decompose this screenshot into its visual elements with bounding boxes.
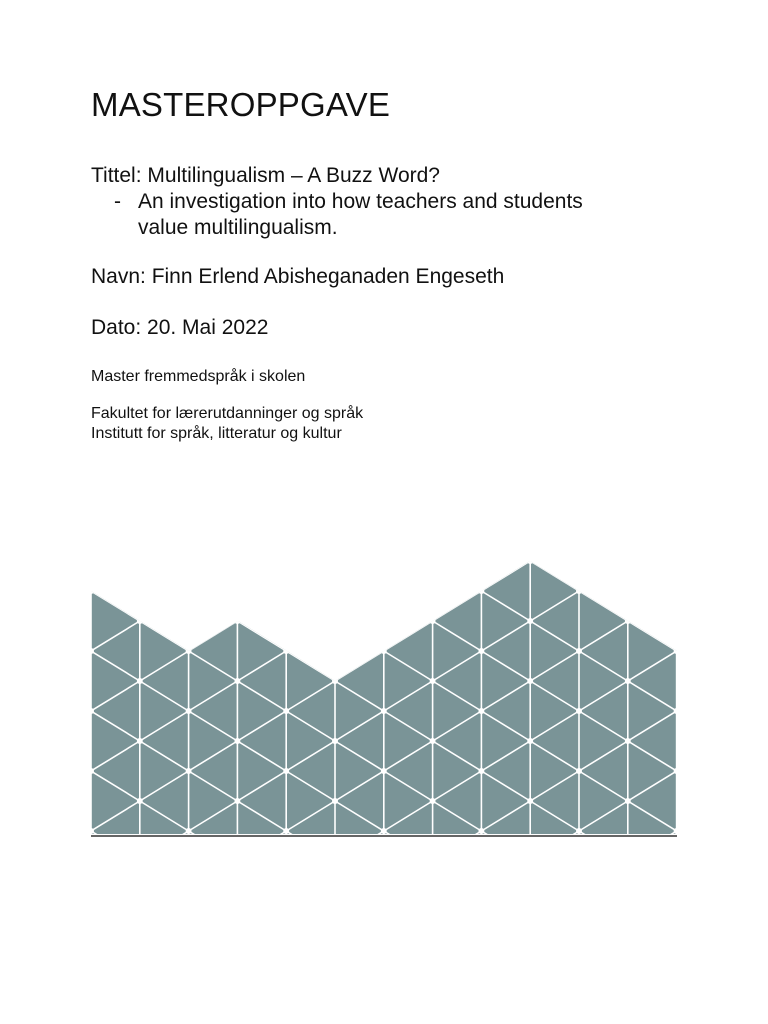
lattice-node xyxy=(430,558,436,564)
lattice-line xyxy=(628,861,677,891)
lattice-line xyxy=(628,561,677,591)
lattice-line xyxy=(286,591,335,621)
lattice-node xyxy=(430,738,436,744)
lattice-node xyxy=(283,888,289,894)
lattice-node xyxy=(430,678,436,684)
lattice-node xyxy=(332,678,338,684)
lattice-line xyxy=(384,531,433,561)
lattice-line xyxy=(433,561,482,591)
lattice-line xyxy=(579,861,628,891)
lattice-node xyxy=(527,738,533,744)
lattice-line xyxy=(481,891,530,921)
lattice-line xyxy=(579,531,628,561)
lattice-line xyxy=(384,501,433,531)
lattice-node xyxy=(234,558,240,564)
lattice-node xyxy=(283,588,289,594)
lattice-line xyxy=(384,861,433,891)
lattice-line xyxy=(189,591,238,621)
lattice-line xyxy=(481,861,530,891)
lattice-node xyxy=(625,618,631,624)
lattice-node xyxy=(381,888,387,894)
lattice-node xyxy=(234,798,240,804)
lattice-node xyxy=(478,888,484,894)
lattice-node xyxy=(88,588,94,594)
lattice-line xyxy=(433,531,482,561)
lattice-node xyxy=(674,768,680,774)
lattice-line xyxy=(189,531,238,561)
lattice-line xyxy=(140,561,189,591)
lattice-node xyxy=(332,738,338,744)
lattice-node xyxy=(137,678,143,684)
lattice-line xyxy=(237,531,286,561)
lattice-node xyxy=(137,558,143,564)
lattice-node xyxy=(186,708,192,714)
lattice-node xyxy=(576,828,582,834)
lattice-line xyxy=(91,891,140,921)
lattice-line xyxy=(189,561,238,591)
faculty-name: Fakultet for lærerutdanninger og språk xyxy=(91,405,364,422)
lattice-node xyxy=(332,618,338,624)
lattice-node xyxy=(625,678,631,684)
lattice-line xyxy=(335,591,384,621)
lattice-line xyxy=(91,531,140,561)
lattice-node xyxy=(186,828,192,834)
lattice-line xyxy=(530,861,579,891)
lattice-line xyxy=(335,531,384,561)
lattice-node xyxy=(381,588,387,594)
lattice-node xyxy=(283,768,289,774)
lattice-node xyxy=(332,858,338,864)
lattice-node xyxy=(381,768,387,774)
lattice-node xyxy=(234,858,240,864)
lattice-line xyxy=(91,561,140,591)
lattice-line xyxy=(481,531,530,561)
lattice-node xyxy=(381,708,387,714)
lattice-node xyxy=(137,618,143,624)
lattice-node xyxy=(674,648,680,654)
lattice-node xyxy=(381,828,387,834)
lattice-node xyxy=(137,858,143,864)
lattice-line xyxy=(286,891,335,921)
lattice-node xyxy=(576,528,582,534)
submission-date: Dato: 20. Mai 2022 xyxy=(91,316,269,339)
lattice-node xyxy=(430,798,436,804)
lattice-node xyxy=(478,828,484,834)
lattice-line xyxy=(384,891,433,921)
lattice-line xyxy=(530,531,579,561)
lattice-node xyxy=(88,888,94,894)
lattice-node xyxy=(381,528,387,534)
lattice-line xyxy=(140,591,189,621)
lattice-line xyxy=(237,561,286,591)
lattice-line xyxy=(286,561,335,591)
subtitle-dash: - xyxy=(114,190,121,213)
lattice-node xyxy=(283,528,289,534)
lattice-line xyxy=(286,861,335,891)
lattice-node xyxy=(625,858,631,864)
lattice-node xyxy=(186,888,192,894)
lattice-line xyxy=(286,621,335,651)
lattice-node xyxy=(527,678,533,684)
lattice-line xyxy=(286,501,335,531)
lattice-node xyxy=(430,618,436,624)
lattice-node xyxy=(625,558,631,564)
lattice-line xyxy=(140,861,189,891)
lattice-node xyxy=(283,648,289,654)
lattice-node xyxy=(478,768,484,774)
lattice-line xyxy=(91,501,140,531)
lattice-line xyxy=(335,861,384,891)
program-name: Master fremmedspråk i skolen xyxy=(91,368,306,385)
thesis-title: Tittel: Multilingualism – A Buzz Word? xyxy=(91,164,440,187)
lattice-node xyxy=(674,708,680,714)
lattice-node xyxy=(625,798,631,804)
lattice-line xyxy=(628,531,677,561)
lattice-node xyxy=(527,858,533,864)
lattice-node xyxy=(381,648,387,654)
lattice-line xyxy=(91,861,140,891)
document-heading: MASTEROPPGAVE xyxy=(91,86,391,123)
lattice-node xyxy=(283,708,289,714)
lattice-node xyxy=(674,828,680,834)
lattice-line xyxy=(481,501,530,531)
author-name: Navn: Finn Erlend Abisheganaden Engeseth xyxy=(91,265,505,288)
lattice-line xyxy=(189,501,238,531)
lattice-line xyxy=(579,561,628,591)
lattice-line xyxy=(237,861,286,891)
lattice-node xyxy=(234,618,240,624)
lattice-node xyxy=(234,738,240,744)
lattice-node xyxy=(430,858,436,864)
lattice-line xyxy=(286,531,335,561)
lattice-node xyxy=(478,648,484,654)
lattice-node xyxy=(674,528,680,534)
lattice-node xyxy=(88,768,94,774)
lattice-line xyxy=(237,591,286,621)
lattice-node xyxy=(186,768,192,774)
lattice-line xyxy=(335,561,384,591)
lattice-line xyxy=(189,891,238,921)
lattice-node xyxy=(527,798,533,804)
subtitle-line-1: An investigation into how teachers and students xyxy=(138,190,583,213)
lattice-node xyxy=(576,768,582,774)
lattice-node xyxy=(332,558,338,564)
lattice-node xyxy=(88,708,94,714)
lattice-node xyxy=(478,708,484,714)
lattice-node xyxy=(527,618,533,624)
lattice-line xyxy=(189,861,238,891)
lattice-node xyxy=(88,648,94,654)
lattice-line xyxy=(628,591,677,621)
lattice-line xyxy=(433,861,482,891)
lattice-line xyxy=(335,621,384,651)
lattice-node xyxy=(137,738,143,744)
lattice-node xyxy=(527,558,533,564)
lattice-node xyxy=(186,648,192,654)
lattice-node xyxy=(88,528,94,534)
lattice-line xyxy=(384,561,433,591)
lattice-line xyxy=(579,501,628,531)
lattice-node xyxy=(186,588,192,594)
lattice-node xyxy=(674,588,680,594)
lattice-node xyxy=(283,828,289,834)
lattice-node xyxy=(576,708,582,714)
lattice-node xyxy=(332,798,338,804)
lattice-line xyxy=(140,531,189,561)
lattice-node xyxy=(576,888,582,894)
lattice-node xyxy=(186,528,192,534)
lattice-node xyxy=(478,588,484,594)
lattice-node xyxy=(576,648,582,654)
lattice-node xyxy=(137,798,143,804)
lattice-node xyxy=(234,678,240,684)
institute-name: Institutt for språk, litteratur og kultur xyxy=(91,425,342,442)
lattice-node xyxy=(625,738,631,744)
lattice-node xyxy=(478,528,484,534)
lattice-node xyxy=(674,888,680,894)
lattice-node xyxy=(88,828,94,834)
subtitle-line-2: value multilingualism. xyxy=(138,216,338,239)
lattice-line xyxy=(579,891,628,921)
lattice-line xyxy=(384,591,433,621)
lattice-node xyxy=(576,588,582,594)
